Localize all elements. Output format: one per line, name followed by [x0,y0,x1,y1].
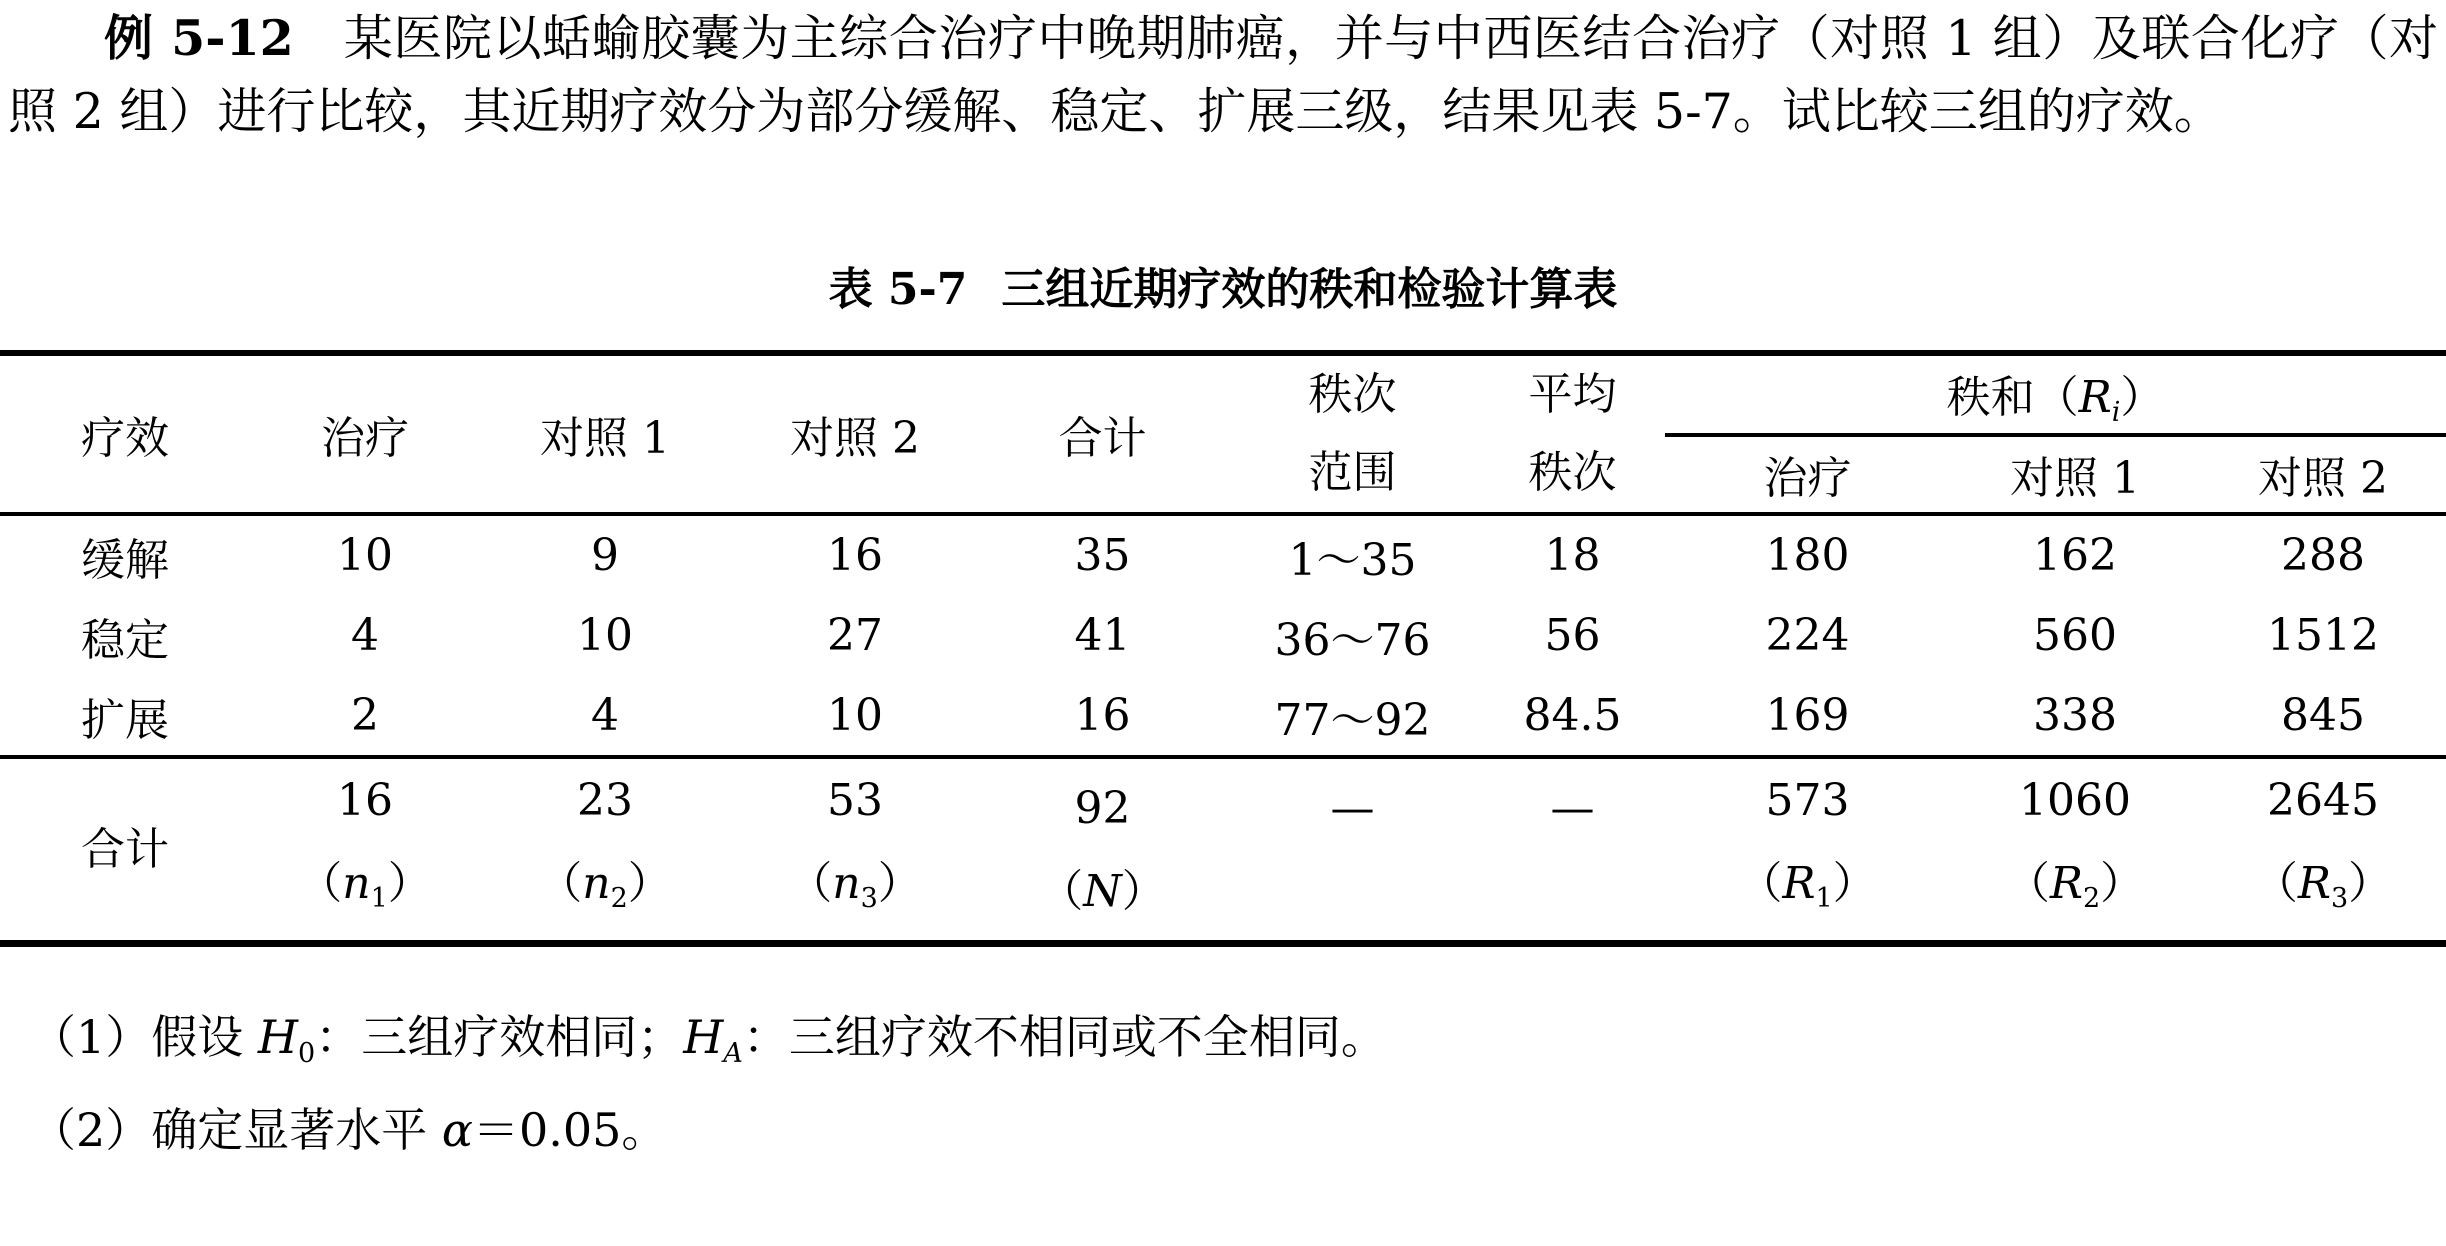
table-cell: 10 [577,610,633,661]
table-cell: 27 [827,610,883,661]
header-total: 合计 [980,353,1225,514]
table-cell: — [1480,757,1665,944]
table-cell: 573 $(R_1)$ [1665,757,1950,944]
header-mean-rank-line1: 平均 [1528,369,1617,420]
table-cell: 10 [337,530,393,581]
solution-steps [30,999,2438,1169]
header-effect: 疗效 [0,353,250,514]
table-row [0,514,2446,595]
header-control2: 对照 2 [730,353,980,514]
table-row [0,757,2446,944]
table-caption-title: 三组近期疗效的秩和检验计算表 [1001,264,1618,315]
table-cell: 92 （N） [980,757,1225,944]
table-cell: 16 $(n_1)$ [250,757,480,944]
example-paragraph [8,2,2438,148]
table-cell: 288 [2281,530,2365,581]
header-rank-range [1225,353,1480,514]
table-cell: 560 [2033,610,2117,661]
table-cell: 1060 $(R_2)$ [1950,757,2200,944]
table-cell: 338 [2033,690,2117,741]
header-control1: 对照 1 [480,353,730,514]
table-cell: 845 [2281,690,2365,741]
table-cell: 224 [1765,610,1850,661]
table-row [0,595,2446,676]
table-header [0,353,2446,514]
table-caption-label: 表 5-7 [828,264,968,315]
table-cell: 10 [827,690,883,741]
table-cell: 4 [351,610,379,661]
table-caption [0,260,2446,320]
table-cell: 180 [1765,530,1850,581]
table-cell: 84.5 [1523,690,1622,741]
table-cell: 16 [1074,690,1131,741]
example-label: 例 5-12 [104,9,294,67]
table-cell: 77～92 [1274,694,1431,746]
step-hypothesis: （1）假设 H0：三组疗效相同；HA：三组疗效不相同或不全相同。 [30,1010,1387,1069]
table-cell: 56 [1544,610,1601,661]
table-cell: 稳定 [81,614,169,666]
table-cell: 合计 [0,757,250,944]
header-treat: 治疗 [250,353,480,514]
header-rank-sum-control2: 对照 2 [2200,435,2446,514]
table-body [0,514,2446,757]
table-total [0,757,2446,944]
table-header-row [0,353,2446,435]
table-cell: 1～35 [1288,534,1417,586]
table-cell: 162 [2033,530,2117,581]
example-text: 某医院以蛞蝓胶囊为主综合治疗中晚期肺癌，并与中西医结合治疗（对照 1 组）及联合化疗（对照 2 组）进行比较，其近期疗效分为部分缓解、稳定、扩展三级，结果见表 5-7。试比较三组的疗效。 [8,10,2438,140]
rank-sum-table [0,350,2446,947]
table-row [0,676,2446,757]
table-cell: 9 [591,530,619,581]
header-mean-rank [1480,353,1665,514]
header-rank-range-line2: 范围 [1308,447,1397,498]
table-cell: 36～76 [1274,614,1431,666]
table-cell: 1512 [2267,610,2379,661]
table-cell: 16 [827,530,883,581]
table-cell: 41 [1074,610,1131,661]
table-cell: 18 [1544,530,1601,581]
table-cell: 4 [591,690,619,741]
table-cell: — [1225,757,1480,944]
header-mean-rank-line2: 秩次 [1528,447,1617,498]
step-alpha: （2）确定显著水平 α＝0.05。 [30,1103,668,1157]
table-cell: 53 $(n_3)$ [730,757,980,944]
table-cell: 2 [351,690,379,741]
table-cell: 23 $(n_2)$ [480,757,730,944]
table-cell: 扩展 [81,694,169,746]
table-cell: 35 [1074,530,1131,581]
table-cell: 缓解 [81,534,169,586]
table-cell: 2645 $(R_3)$ [2200,757,2446,944]
header-rank-range-line1: 秩次 [1308,369,1397,420]
header-rank-sum: 秩和$(R_i)$ [1665,353,2446,435]
table-cell: 169 [1765,690,1850,741]
document-page [0,2,2446,1246]
header-rank-sum-treat: 治疗 [1665,435,1950,514]
header-rank-sum-control1: 对照 1 [1950,435,2200,514]
